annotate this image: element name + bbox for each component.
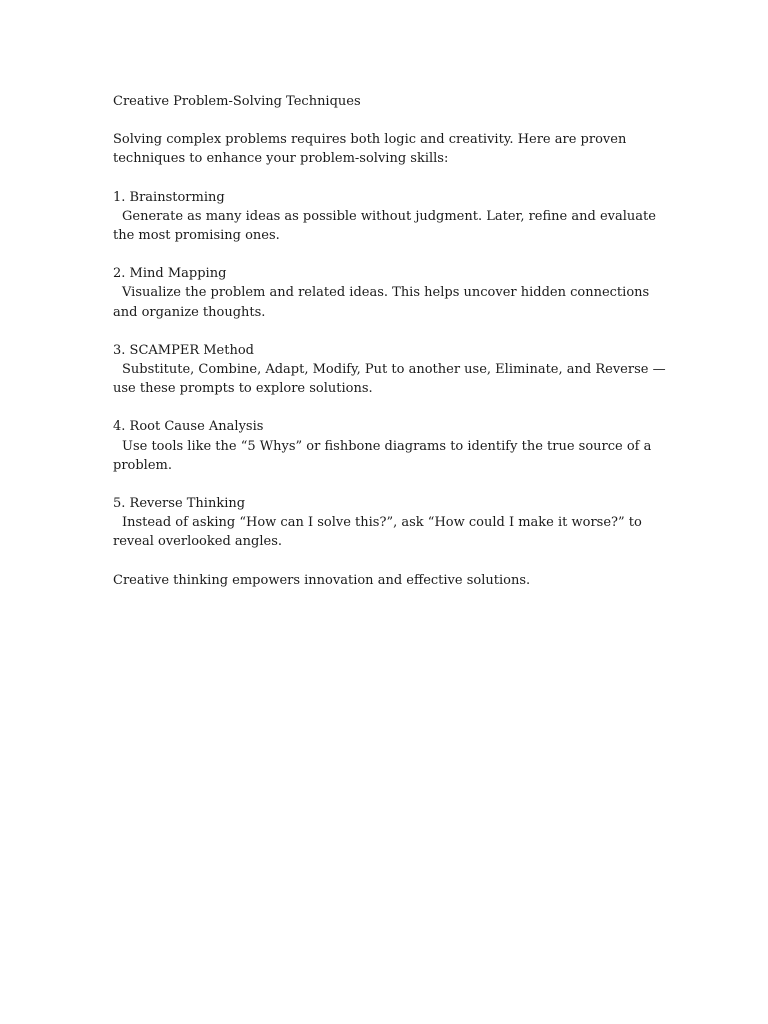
section-heading: 1. Brainstorming bbox=[113, 189, 225, 205]
section-brainstorming bbox=[113, 188, 673, 246]
section-mind-mapping bbox=[113, 264, 673, 322]
section-body: Substitute, Combine, Adapt, Modify, Put to another use, Eliminate, and Reverse — use these prompts to explore solutions. bbox=[113, 362, 666, 397]
intro-paragraph: Solving complex problems requires both logic and creativity. Here are proven techniques to enhance your problem-solving skills: bbox=[113, 132, 627, 167]
section-heading: 3. SCAMPER Method bbox=[113, 342, 254, 358]
section-heading: 2. Mind Mapping bbox=[113, 266, 227, 282]
document-page bbox=[113, 92, 673, 590]
section-body: Instead of asking “How can I solve this?”, ask “How could I make it worse?” to reveal overlooked angles. bbox=[113, 515, 642, 550]
document-title: Creative Problem-Solving Techniques bbox=[113, 94, 361, 109]
section-body: Use tools like the “5 Whys” or fishbone diagrams to identify the true source of a problem. bbox=[113, 438, 652, 473]
section-body: Visualize the problem and related ideas. This helps uncover hidden connections and organize thoughts. bbox=[113, 285, 650, 320]
conclusion-paragraph: Creative thinking empowers innovation and effective solutions. bbox=[113, 572, 531, 588]
section-reverse-thinking bbox=[113, 494, 673, 552]
section-scamper-method bbox=[113, 341, 673, 399]
section-heading: 4. Root Cause Analysis bbox=[113, 419, 264, 435]
section-root-cause-analysis bbox=[113, 417, 673, 475]
section-body: Generate as many ideas as possible without judgment. Later, refine and evaluate the most promising ones. bbox=[113, 208, 656, 244]
section-heading: 5. Reverse Thinking bbox=[113, 496, 246, 512]
